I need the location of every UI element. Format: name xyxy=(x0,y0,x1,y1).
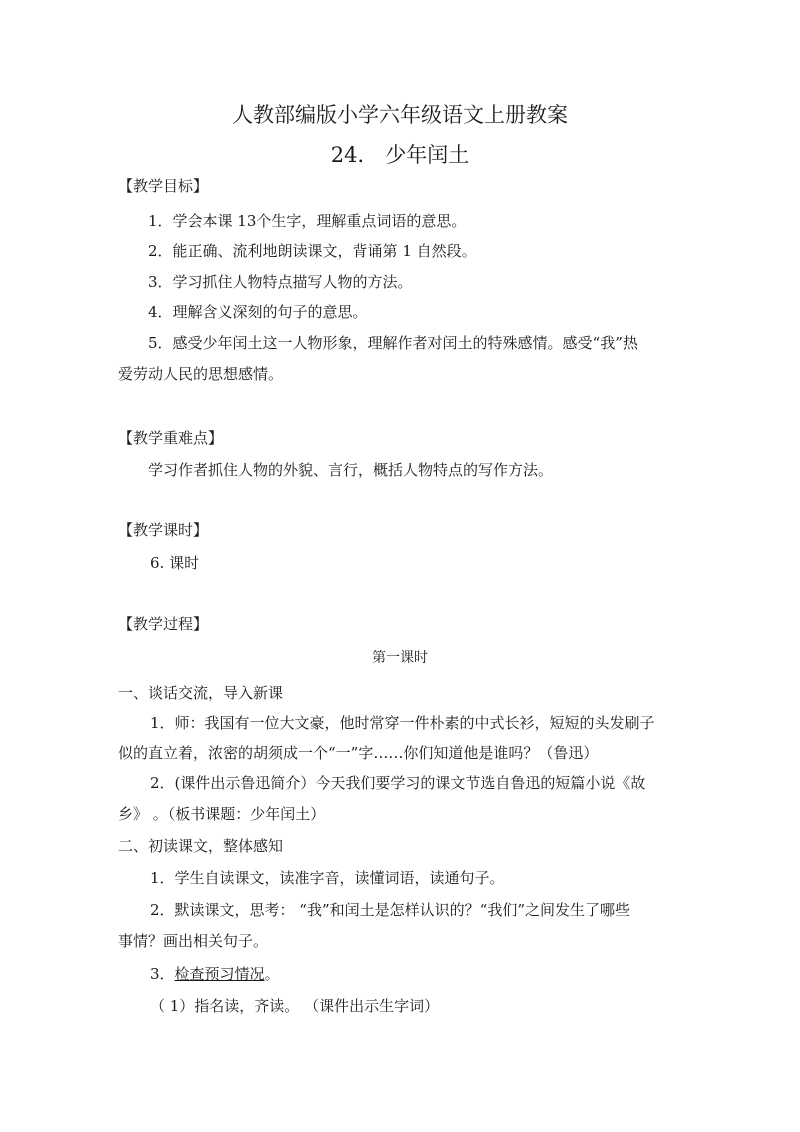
session-heading: 第一课时 xyxy=(372,650,428,666)
hours-text: 6. 课时 xyxy=(150,554,200,572)
part2-line: 2．默读课文，思考： “我”和闰土是怎样认识的？“我们”之间发生了哪些 xyxy=(150,901,630,919)
goal-item-continued: 爱劳动人民的思想感情。 xyxy=(118,365,284,383)
goal-item: 3．学习抓住人物特点描写人物的方法。 xyxy=(148,273,413,291)
goal-item: 5．感受少年闰土这一人物形象，理解作者对闰土的特殊感情。感受“我”热 xyxy=(148,334,638,352)
part2-line: 1．学生自读课文，读准字音，读懂词语，读通句子。 xyxy=(150,869,505,887)
part2-heading: 二、初读课文，整体感知 xyxy=(118,837,284,855)
part2-item3-end: 。 xyxy=(264,965,280,983)
part1-line: 2．(课件出示鲁迅简介）今天我们要学习的课文节选自鲁迅的短篇小说《故 xyxy=(150,774,646,792)
part1-line: 似的直立着，浓密的胡须成一个“一”字……你们知道他是谁吗？（鲁迅） xyxy=(118,744,599,762)
part2-line: 事情？画出相关句子。 xyxy=(118,932,269,950)
key-points-heading: 【教学重难点】 xyxy=(118,429,224,447)
hours-heading: 【教学课时】 xyxy=(118,521,209,539)
goal-item: 2．能正确、流利地朗读课文，背诵第 1 自然段。 xyxy=(148,242,477,260)
process-heading: 【教学过程】 xyxy=(118,615,209,633)
goals-heading: 【教学目标】 xyxy=(118,177,209,195)
document-title: 人教部编版小学六年级语文上册教案 xyxy=(232,103,568,127)
part2-item3 xyxy=(150,964,280,984)
part1-heading: 一、谈话交流，导入新课 xyxy=(118,684,284,702)
part2-sub-item: （ 1）指名读，齐读。 （课件出示生字词） xyxy=(150,997,440,1015)
part2-item3-underlined: 检查预习情况 xyxy=(174,965,265,983)
part1-line: 乡》 。（板书课题：少年闰土） xyxy=(118,805,326,823)
goal-item: 1．学会本课 13个生字，理解重点词语的意思。 xyxy=(148,212,467,230)
goal-item: 4．理解含义深刻的句子的意思。 xyxy=(148,303,368,321)
part1-line: 1．师：我国有一位大文豪，他时常穿一件朴素的中式长衫，短短的头发刷子 xyxy=(150,714,655,732)
part2-item3-number: 3． xyxy=(150,965,175,983)
key-points-text: 学习作者抓住人物的外貌、言行，概括人物特点的写作方法。 xyxy=(148,461,554,479)
lesson-title: 24． 少年闰土 xyxy=(330,143,470,167)
